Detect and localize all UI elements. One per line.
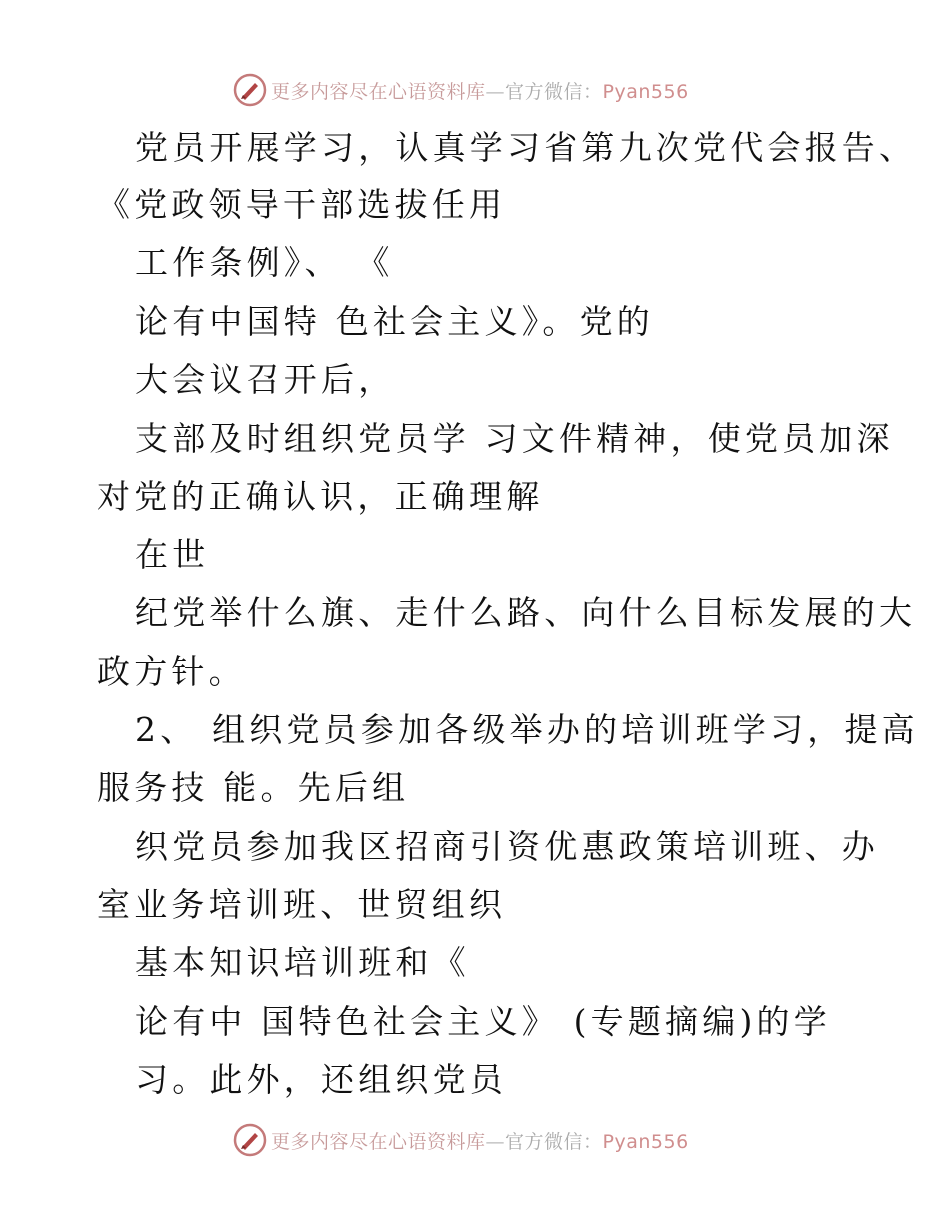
body-line: 支部及时组织党员学 习文件精神，使党员加深 <box>135 419 894 458</box>
watermark-account-id: Pyan556 <box>602 1130 689 1153</box>
body-line: 政方针。 <box>97 652 246 691</box>
watermark-account-id: Pyan556 <box>602 80 689 103</box>
body-line: 室业务培训班、世贸组织 <box>97 885 507 924</box>
body-line: 论有中国特 色社会主义》。党的 <box>135 302 654 341</box>
body-line: 《党政领导干部选拔任用 <box>97 185 507 224</box>
footer-watermark <box>233 1122 733 1158</box>
header-watermark <box>233 72 733 108</box>
watermark-dash: — <box>485 1130 506 1153</box>
watermark-account-label: 官方微信： <box>505 1130 603 1153</box>
body-line: 大会议召开后， <box>135 360 396 399</box>
brand-logo-icon <box>233 1123 267 1157</box>
watermark-dash: — <box>485 80 506 103</box>
watermark-brand: 更多内容尽在心语资料库 <box>271 1130 486 1153</box>
body-line: 基本知识培训班和《 <box>135 943 470 982</box>
body-line: 2、 组织党员参加各级举办的培训班学习，提高 <box>135 710 919 749</box>
body-line: 习。此外，还组织党员 <box>135 1060 507 1099</box>
body-line: 纪党举什么旗、走什么路、向什么目标发展的大 <box>135 593 917 632</box>
body-line: 服务技 能。先后组 <box>97 768 410 807</box>
body-line: 党员开展学习，认真学习省第九次党代会报告、 <box>135 128 917 167</box>
body-line: 织党员参加我区招商引资优惠政策培训班、办 <box>135 827 879 866</box>
watermark-brand: 更多内容尽在心语资料库 <box>271 80 486 103</box>
body-line: 对党的正确认识，正确理解 <box>97 477 544 516</box>
body-line: 论有中 国特色社会主义》 (专题摘编)的学 <box>135 1002 831 1041</box>
watermark-account-label: 官方微信： <box>505 80 603 103</box>
brand-logo-icon <box>233 73 267 107</box>
body-line: 在世 <box>135 535 210 574</box>
body-line: 工作条例》、 《 <box>135 243 394 282</box>
